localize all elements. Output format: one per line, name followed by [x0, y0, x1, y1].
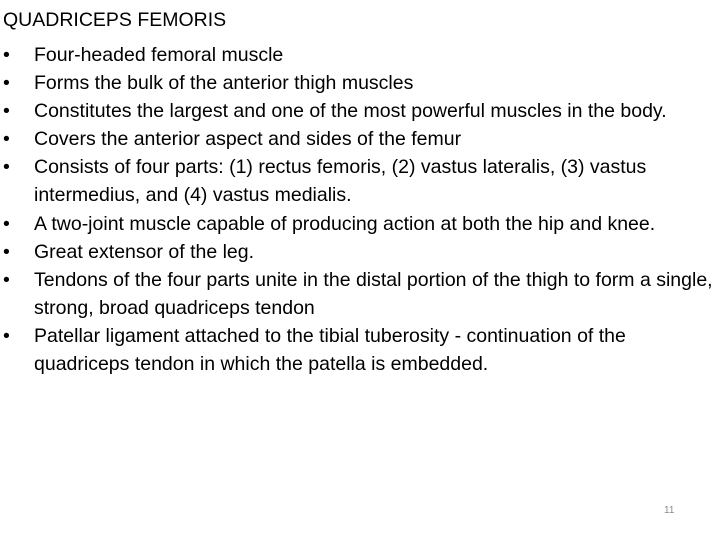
bullet-text: Consists of four parts: (1) rectus femoris, (2) vastus lateralis, (3) vastus intermedius, and (4) vastus medialis. [34, 156, 647, 207]
bullet-text: Covers the anterior aspect and sides of the femur [34, 128, 462, 151]
bullet-item [0, 210, 716, 238]
bullet-item [0, 238, 716, 266]
bullet-dot-icon: • [3, 268, 10, 291]
bullet-text: A two-joint muscle capable of producing action at both the hip and knee. [34, 212, 656, 235]
bullet-dot-icon: • [3, 44, 10, 66]
bullet-item [0, 41, 716, 69]
bullet-text: Tendons of the four parts unite in the distal portion of the thigh to form a single, strong, broad quadriceps tendon [34, 268, 713, 319]
bullet-dot-icon: • [3, 100, 10, 123]
bullet-dot-icon: • [3, 72, 10, 95]
bullet-dot-icon: • [3, 240, 10, 263]
bullet-item [0, 322, 716, 378]
bullet-dot-icon: • [3, 128, 10, 151]
slide-title: QUADRICEPS FEMORIS [3, 9, 227, 31]
bullet-list [0, 41, 716, 378]
bullet-dot-icon: • [3, 324, 10, 347]
bullet-item [0, 69, 716, 97]
bullet-text: Great extensor of the leg. [34, 240, 255, 263]
bullet-text: Constitutes the largest and one of the most powerful muscles in the body. [34, 100, 667, 123]
bullet-item [0, 97, 716, 125]
bullet-item [0, 125, 716, 153]
bullet-dot-icon: • [3, 212, 10, 235]
bullet-text: Forms the bulk of the anterior thigh muscles [34, 72, 414, 95]
bullet-text: Four-headed femoral muscle [34, 44, 284, 66]
bullet-text: Patellar ligament attached to the tibial tuberosity - continuation of the quadriceps tendon in which the patella is embedded. [34, 324, 626, 376]
page-number: 11 [664, 505, 675, 516]
bullet-dot-icon: • [3, 156, 10, 179]
bullet-item [0, 153, 716, 209]
bullet-item [0, 266, 716, 322]
